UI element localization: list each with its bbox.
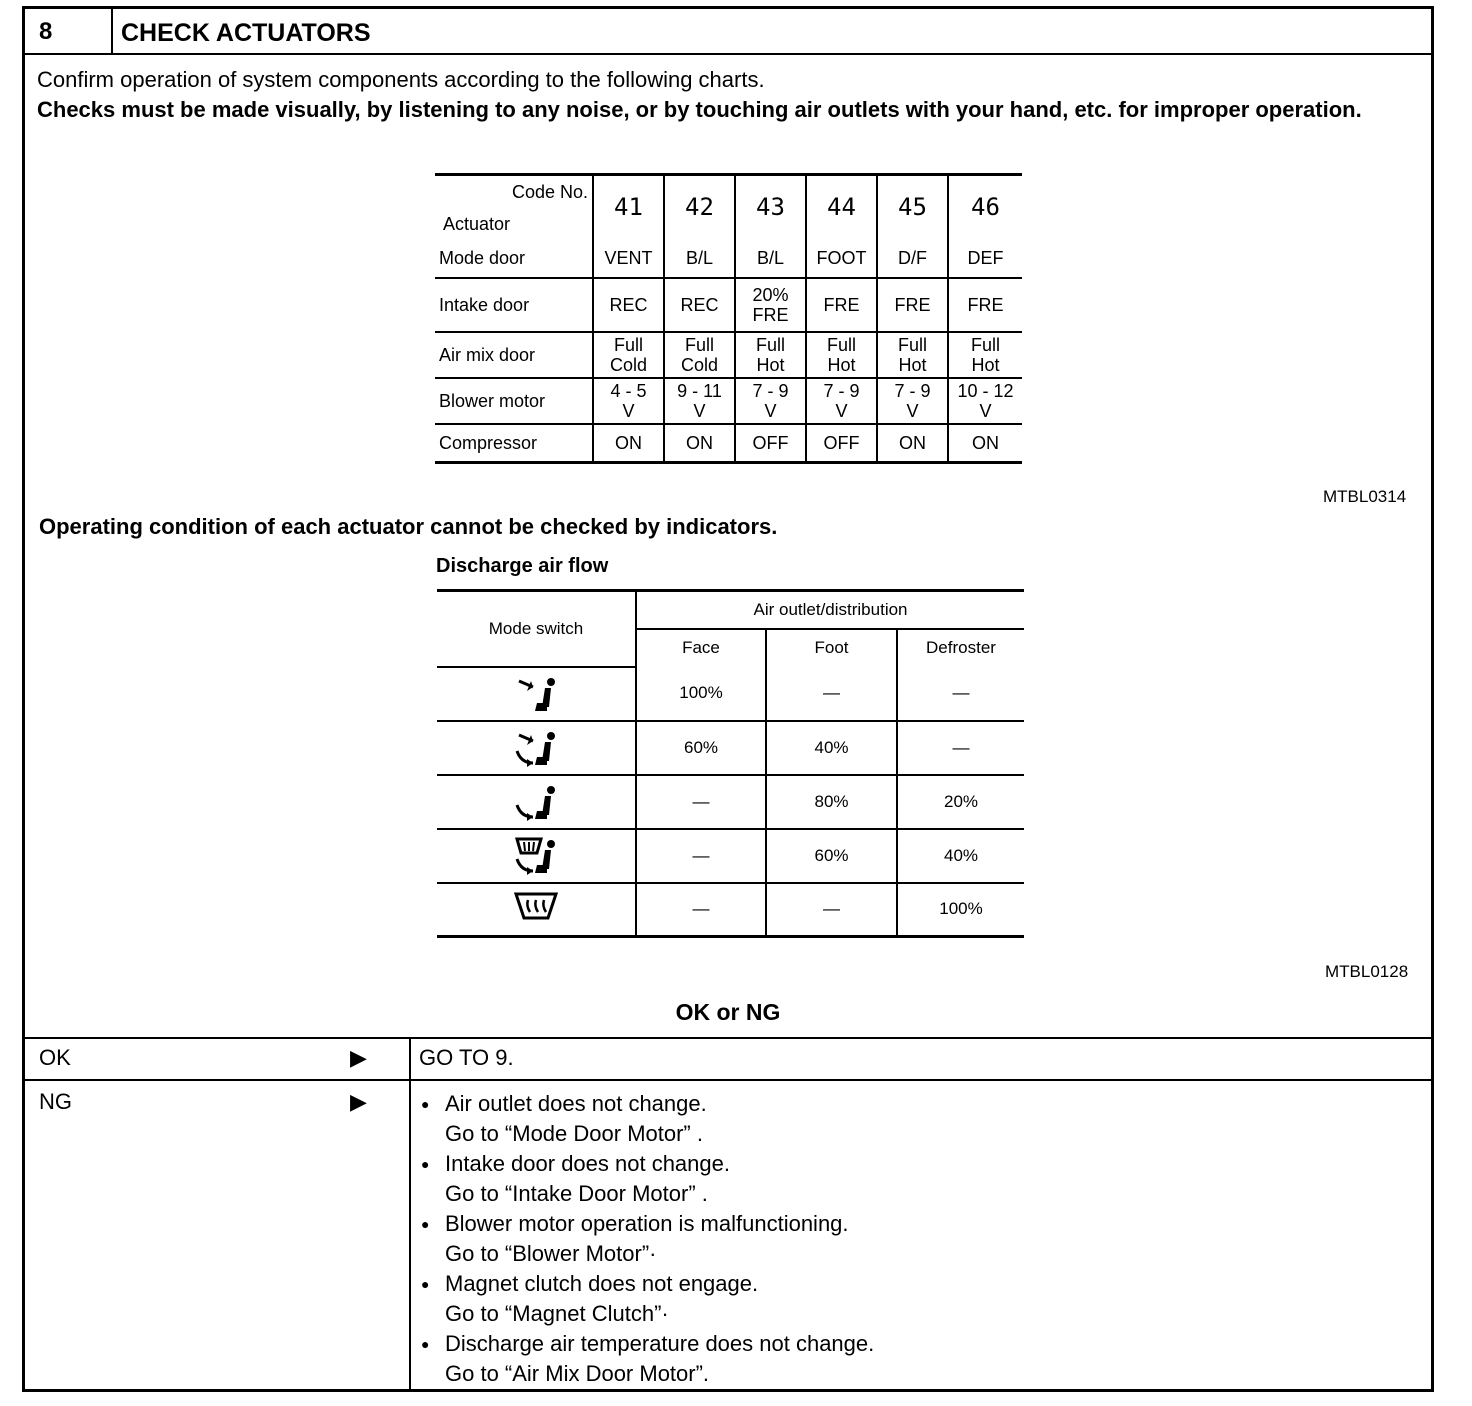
code-no-label: Code No. <box>511 182 588 202</box>
ng-action-item <box>417 1329 874 1389</box>
face-value-cell: — <box>636 829 766 883</box>
ng-action-item <box>417 1269 874 1329</box>
bilevel-mode-icon <box>437 727 635 769</box>
defrost-mode-icon <box>437 888 635 930</box>
table-ref-code: MTBL0128 <box>1325 962 1409 981</box>
actuator-value-cell: OFF <box>806 424 877 462</box>
vent-mode-icon <box>437 673 635 715</box>
mode-switch-header: Mode switch <box>437 591 636 667</box>
mode-icon-cell <box>437 667 636 721</box>
indicator-note: Operating condition of each actuator cannot be checked by indicators. <box>39 514 778 539</box>
flow-row <box>437 775 1024 829</box>
foot-mode-icon <box>437 781 635 823</box>
ok-label: OK <box>39 1045 71 1070</box>
actuator-value-cell: Full Cold <box>593 332 664 378</box>
air-outlet-header: Air outlet/distribution <box>636 591 1024 629</box>
foot-defrost-mode-icon <box>437 835 635 877</box>
def-value-cell: 40% <box>897 829 1024 883</box>
defroster-column-header: Defroster <box>897 629 1024 667</box>
actuator-value-cell: 7 - 9 V <box>806 378 877 424</box>
actuator-value-cell: Full Hot <box>948 332 1022 378</box>
step-title: CHECK ACTUATORS <box>121 19 371 47</box>
face-value-cell: — <box>636 775 766 829</box>
actuator-value-cell: 7 - 9 V <box>735 378 806 424</box>
face-value-cell: — <box>636 883 766 937</box>
mode-icon-cell <box>437 883 636 937</box>
column-divider <box>409 1081 411 1389</box>
flow-row <box>437 883 1024 937</box>
flow-row <box>437 721 1024 775</box>
actuator-value-cell: REC <box>664 278 735 332</box>
foot-value-cell: — <box>766 883 897 937</box>
foot-value-cell: 40% <box>766 721 897 775</box>
actuator-name: Mode door <box>435 238 593 278</box>
ng-symptom: ● Intake door does not change. <box>445 1151 730 1176</box>
actuator-value-cell: Full Hot <box>735 332 806 378</box>
actuator-row <box>435 378 1022 424</box>
actuator-value-cell: FRE <box>877 278 948 332</box>
actuator-row <box>435 238 1022 278</box>
mode-icon-cell <box>437 829 636 883</box>
actuator-table-body <box>435 238 1022 462</box>
actuator-row <box>435 278 1022 332</box>
arrow-right-icon: ▶ <box>350 1089 367 1114</box>
actuator-value-cell: 9 - 11 V <box>664 378 735 424</box>
actuator-value-cell: B/L <box>664 238 735 278</box>
ng-go-to-link[interactable]: Go to “Magnet Clutch”· <box>445 1301 669 1326</box>
actuator-value-cell: D/F <box>877 238 948 278</box>
actuator-value-cell: 7 - 9 V <box>877 378 948 424</box>
code-header: 46 <box>948 175 1022 239</box>
step-header <box>25 9 1431 55</box>
actuator-value-cell: ON <box>877 424 948 462</box>
table-ref-code: MTBL0314 <box>1323 487 1407 506</box>
intro-text <box>37 65 1397 125</box>
actuator-value-cell: Full Hot <box>877 332 948 378</box>
actuator-name: Compressor <box>435 424 593 462</box>
corner-header-cell <box>435 175 593 239</box>
actuator-value-cell: OFF <box>735 424 806 462</box>
mode-icon-cell <box>437 775 636 829</box>
foot-value-cell: 80% <box>766 775 897 829</box>
actuator-value-cell: 10 - 12 V <box>948 378 1022 424</box>
ng-symptom: ● Blower motor operation is malfunctioning. <box>445 1211 849 1236</box>
actuator-table <box>435 173 1022 464</box>
ng-action-list <box>417 1089 874 1389</box>
ng-action-item <box>417 1089 874 1149</box>
actuator-value-cell: ON <box>664 424 735 462</box>
code-header: 43 <box>735 175 806 239</box>
ng-go-to-link[interactable]: Go to “Intake Door Motor” . <box>445 1181 708 1206</box>
ok-action-text: GO TO 9. <box>419 1045 514 1070</box>
actuator-name: Air mix door <box>435 332 593 378</box>
ng-symptom: ● Discharge air temperature does not change. <box>445 1331 875 1356</box>
ng-action-item <box>417 1149 874 1209</box>
foot-column-header: Foot <box>766 629 897 667</box>
actuator-value-cell: Full Hot <box>806 332 877 378</box>
face-value-cell: 100% <box>636 667 766 721</box>
actuator-value-cell: VENT <box>593 238 664 278</box>
actuator-name: Intake door <box>435 278 593 332</box>
ok-result-row <box>25 1037 1431 1079</box>
code-header: 44 <box>806 175 877 239</box>
ng-symptom: ● Magnet clutch does not engage. <box>445 1271 759 1296</box>
actuator-value-cell: FRE <box>948 278 1022 332</box>
procedure-frame <box>22 6 1434 1392</box>
flow-row <box>437 667 1024 721</box>
actuator-value-cell: FRE <box>806 278 877 332</box>
actuator-row <box>435 424 1022 462</box>
step-number: 8 <box>25 9 113 53</box>
ng-label: NG <box>39 1089 72 1114</box>
def-value-cell: 20% <box>897 775 1024 829</box>
actuator-value-cell: DEF <box>948 238 1022 278</box>
intro-line: Confirm operation of system components according to the following charts. <box>37 67 765 92</box>
code-header: 42 <box>664 175 735 239</box>
face-column-header: Face <box>636 629 766 667</box>
actuator-value-cell: 20% FRE <box>735 278 806 332</box>
ng-action-item <box>417 1209 874 1269</box>
intro-bold-note: Checks must be made visually, by listening to any noise, or by touching air outlets with your hand, etc. for improper operation. <box>37 97 1362 122</box>
ng-result-row <box>25 1079 1431 1389</box>
ng-go-to-link[interactable]: Go to “Mode Door Motor” . <box>445 1121 703 1146</box>
flow-table-caption: Discharge air flow <box>436 555 609 577</box>
actuator-value-cell: 4 - 5 V <box>593 378 664 424</box>
flow-table-body <box>437 667 1024 937</box>
actuator-name: Blower motor <box>435 378 593 424</box>
mode-icon-cell <box>437 721 636 775</box>
actuator-value-cell: ON <box>948 424 1022 462</box>
actuator-value-cell: B/L <box>735 238 806 278</box>
ng-go-to-link[interactable]: Go to “Blower Motor”· <box>445 1241 657 1266</box>
arrow-right-icon: ▶ <box>350 1045 367 1070</box>
ng-go-to-link[interactable]: Go to “Air Mix Door Motor”. <box>445 1361 710 1386</box>
def-value-cell: 100% <box>897 883 1024 937</box>
actuator-value-cell: ON <box>593 424 664 462</box>
code-header: 45 <box>877 175 948 239</box>
foot-value-cell: 60% <box>766 829 897 883</box>
face-value-cell: 60% <box>636 721 766 775</box>
actuator-value-cell: REC <box>593 278 664 332</box>
foot-value-cell: — <box>766 667 897 721</box>
ng-symptom: ● Air outlet does not change. <box>445 1091 707 1116</box>
ok-or-ng-caption: OK or NG <box>675 999 781 1025</box>
def-value-cell: — <box>897 667 1024 721</box>
actuator-value-cell: Full Cold <box>664 332 735 378</box>
actuator-row <box>435 332 1022 378</box>
code-header: 41 <box>593 175 664 239</box>
discharge-air-flow-table <box>437 589 1024 938</box>
flow-row <box>437 829 1024 883</box>
actuator-value-cell: FOOT <box>806 238 877 278</box>
column-divider <box>409 1039 411 1079</box>
def-value-cell: — <box>897 721 1024 775</box>
actuator-label: Actuator <box>443 214 511 234</box>
